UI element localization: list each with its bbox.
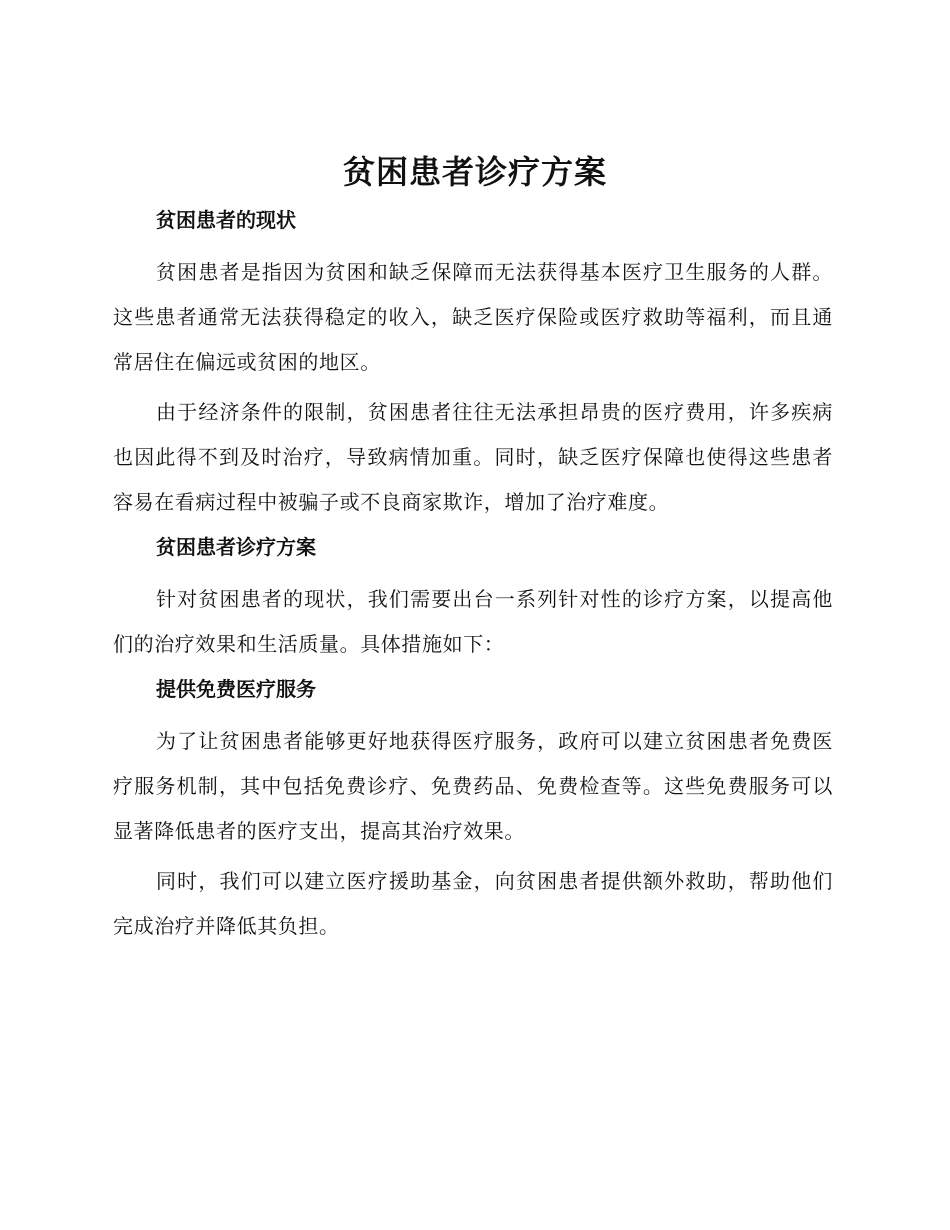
section-current-situation	[113, 203, 833, 525]
document-body	[113, 203, 833, 954]
paragraph: 同时，我们可以建立医疗援助基金，向贫困患者提供额外救助，帮助他们完成治疗并降低其负担。	[113, 869, 833, 938]
paragraph: 针对贫困患者的现状，我们需要出台一系列针对性的诊疗方案，以提高他们的治疗效果和生活质量。具体措施如下：	[113, 587, 833, 656]
section-heading: 贫困患者诊疗方案	[156, 535, 316, 559]
section-treatment-plan	[113, 530, 833, 667]
section-heading: 贫困患者的现状	[156, 208, 296, 232]
section-free-medical-services	[113, 672, 833, 949]
paragraph: 由于经济条件的限制，贫困患者往往无法承担昂贵的医疗费用，许多疾病也因此得不到及时治疗，导致病情加重。同时，缺乏医疗保障也使得这些患者容易在看病过程中被骗子或不良商家欺诈，增加了治疗难度。	[113, 400, 833, 514]
section-heading: 提供免费医疗服务	[156, 677, 316, 701]
paragraph: 贫困患者是指因为贫困和缺乏保障而无法获得基本医疗卫生服务的人群。这些患者通常无法获得稳定的收入，缺乏医疗保险或医疗救助等福利，而且通常居住在偏远或贫困的地区。	[113, 260, 833, 374]
document-title: 贫困患者诊疗方案	[342, 153, 607, 191]
paragraph: 为了让贫困患者能够更好地获得医疗服务，政府可以建立贫困患者免费医疗服务机制，其中包括免费诊疗、免费药品、免费检查等。这些免费服务可以显著降低患者的医疗支出，提高其治疗效果。	[113, 729, 833, 843]
